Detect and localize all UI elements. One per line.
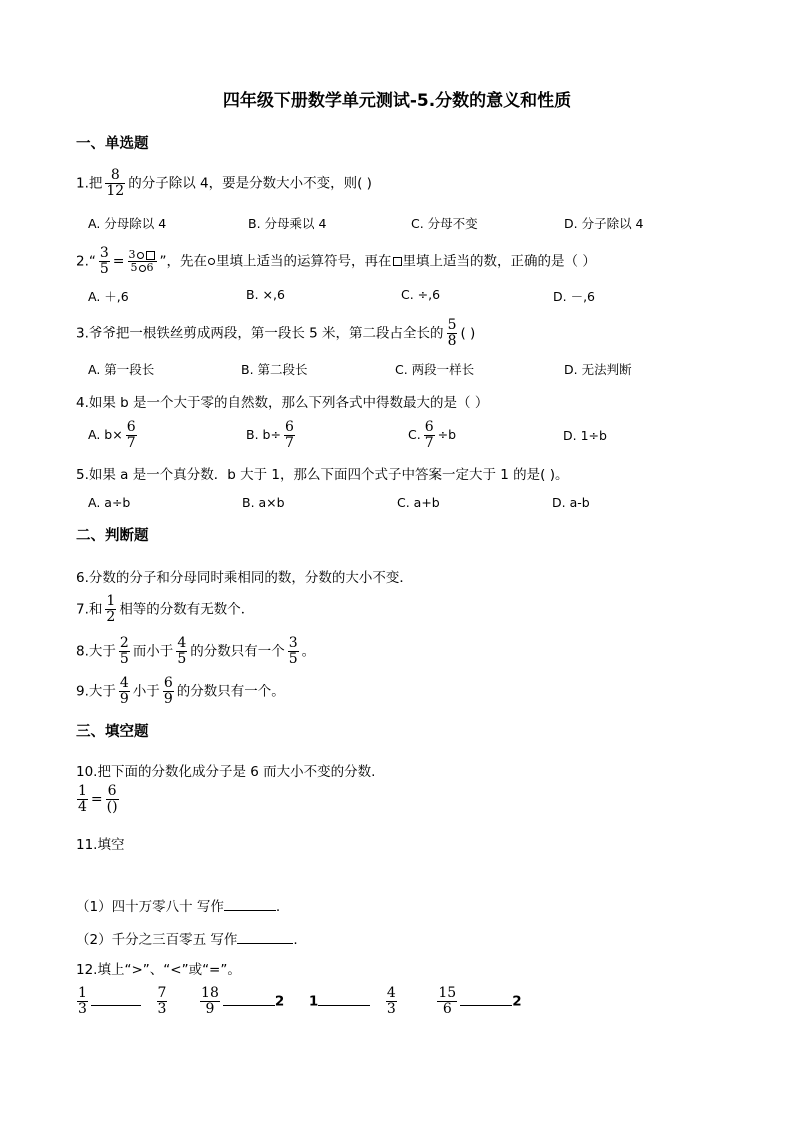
square-placeholder-icon: [393, 257, 402, 266]
q2-equals: =: [112, 253, 125, 270]
q12-blank-3[interactable]: [318, 1004, 370, 1006]
numerator: 4: [119, 675, 129, 691]
denominator: 7: [126, 435, 136, 451]
q1-option-c[interactable]: C. 分母不变: [411, 216, 478, 231]
question-4: 4.如果 b 是一个大于零的自然数，那么下列各式中得数最大的是（ ）: [76, 395, 489, 411]
q3-option-d[interactable]: D. 无法判断: [564, 362, 632, 377]
numerator: 18: [201, 985, 219, 1001]
q3-option-c[interactable]: C. 两段一样长: [395, 362, 475, 377]
denominator: 7: [424, 435, 434, 451]
q8-suffix: 。: [301, 643, 316, 660]
denominator: 9: [163, 691, 173, 707]
denominator: 7: [284, 435, 294, 451]
q7-fraction: [105, 594, 116, 625]
q4-option-c-suffix: ÷b: [437, 427, 457, 442]
q3-option-b[interactable]: B. 第二段长: [241, 362, 308, 377]
numerator: 4: [386, 985, 396, 1001]
q5-option-d[interactable]: D. a-b: [552, 495, 590, 510]
q4-option-b-fraction: [284, 420, 295, 451]
numerator: 4: [177, 635, 187, 651]
q12-p3-left: 1: [308, 993, 319, 1010]
q8-prefix: 8.大于: [76, 643, 116, 660]
q1-option-b[interactable]: B. 分母乘以 4: [248, 216, 327, 231]
q5-option-b[interactable]: B. a×b: [242, 495, 285, 510]
q4-option-d[interactable]: D. 1÷b: [563, 428, 607, 443]
q1-fraction: [105, 168, 125, 199]
q2-text-1: ”，先在: [159, 253, 208, 270]
q2-text-3: 里填上适当的数，正确的是（ ）: [402, 253, 596, 270]
q12-p1-left: [77, 986, 88, 1017]
q7-prefix: 7.和: [76, 601, 103, 618]
q4-option-c[interactable]: [408, 420, 456, 451]
question-11: 11.填空: [76, 837, 125, 853]
numerator: 6: [107, 783, 117, 799]
q2-fraction-right: [128, 249, 157, 274]
q12-blank-4[interactable]: [460, 1004, 512, 1006]
q4-option-c-fraction: [424, 420, 435, 451]
q10-fraction-left: [77, 784, 88, 815]
q2-option-c[interactable]: C. ÷,6: [401, 287, 441, 302]
q3-numerator: 5: [447, 317, 457, 333]
denominator: 5: [119, 651, 129, 667]
q10-fraction-right[interactable]: [106, 784, 119, 815]
circle-placeholder-icon: [137, 252, 144, 259]
q11-item-2-end: .: [293, 932, 298, 948]
q9-text-mid: 小于: [132, 683, 160, 700]
q2-fraction-left: [99, 246, 110, 277]
q2-option-d[interactable]: D. －,6: [553, 289, 595, 304]
denominator: 9: [119, 691, 129, 707]
denominator: 6: [437, 1001, 457, 1017]
numerator: 6: [163, 675, 173, 691]
q9-prefix: 9.大于: [76, 683, 116, 700]
q2-right-denominator-b: 6: [146, 261, 154, 274]
q8-fraction-3: [288, 636, 299, 667]
q12-comparisons: [74, 986, 522, 1017]
q8-fraction-1: [119, 636, 130, 667]
question-12: 12.填上“>”、“<”或“=”。: [76, 962, 241, 978]
numerator: 7: [157, 985, 167, 1001]
question-3: [76, 318, 475, 349]
q12-blank-1[interactable]: [91, 1004, 141, 1006]
numerator: 1: [78, 783, 87, 799]
q10-equals: =: [90, 791, 103, 808]
q11-item-2-text: （2）千分之三百零五 写作: [76, 932, 238, 948]
q11-item-1-end: .: [275, 899, 281, 915]
question-6: 6.分数的分子和分母同时乘相同的数，分数的大小不变．: [76, 570, 413, 586]
q3-denominator: 8: [447, 333, 457, 349]
q1-fraction-denominator: 12: [106, 183, 125, 199]
numerator: 6: [126, 419, 136, 435]
q5-option-a[interactable]: A. a÷b: [88, 495, 131, 510]
section-heading-fill-blank: 三、填空题: [76, 724, 149, 740]
question-8: [76, 636, 315, 667]
denominator: 2: [106, 609, 116, 625]
q9-fraction-1: [119, 676, 130, 707]
q2-left-numerator: 3: [99, 245, 109, 261]
q3-prefix: 3.爷爷把一根铁丝剪成两段，第一段长 5 米，第二段占全长的: [76, 325, 444, 342]
section-heading-single-choice: 一、单选题: [76, 136, 149, 152]
denominator: 3: [386, 1001, 396, 1017]
q12-p3-right: [386, 986, 397, 1017]
question-5: 5.如果 a 是一个真分数．b 大于 1，那么下面四个式子中答案一定大于 1 的是( )。: [76, 467, 569, 483]
q4-option-a-fraction: [126, 420, 137, 451]
q4-option-b-text: B. b÷: [246, 427, 281, 442]
square-placeholder-icon: [146, 251, 155, 260]
denominator: 4: [78, 799, 87, 815]
q4-option-a[interactable]: [88, 420, 140, 451]
denominator: 9: [200, 1001, 220, 1017]
q12-p1-right: [157, 986, 168, 1017]
q2-option-a[interactable]: A. ＋,6: [88, 289, 129, 304]
q12-p2-right: 2: [274, 993, 285, 1010]
denominator-blank[interactable]: (): [106, 799, 118, 815]
denominator: 3: [157, 1001, 167, 1017]
q11-item-2-blank[interactable]: [237, 942, 293, 944]
denominator: 3: [78, 1001, 87, 1017]
q4-option-c-text: C.: [408, 427, 421, 442]
q1-prefix: 1.把: [76, 175, 103, 192]
page-title: 四年级下册数学单元测试-5.分数的意义和性质: [222, 91, 572, 111]
question-2: [76, 246, 596, 277]
q8-text-mid: 而小于: [132, 643, 174, 660]
question-10: 10.把下面的分数化成分子是 6 而大小不变的分数.: [76, 764, 376, 780]
q9-suffix: 的分数只有一个。: [176, 683, 285, 700]
q3-fraction: [447, 318, 458, 349]
question-1: [76, 168, 372, 199]
q11-item-1: [76, 895, 280, 915]
q2-text-2: 里填上适当的运算符号，再在: [216, 253, 392, 270]
q12-p2-left: [200, 986, 220, 1017]
numerator: 1: [106, 593, 116, 609]
q11-item-2: [76, 928, 298, 948]
section-heading-true-false: 二、判断题: [76, 528, 149, 544]
numerator: 1: [78, 985, 87, 1001]
q4-option-b[interactable]: [246, 420, 298, 451]
q12-p4-left: [437, 986, 457, 1017]
question-7: [76, 594, 254, 625]
numerator: 6: [424, 419, 434, 435]
q1-option-d[interactable]: D. 分子除以 4: [564, 216, 644, 231]
q9-fraction-2: [163, 676, 174, 707]
q4-option-a-text: A. b×: [88, 427, 123, 442]
q10-equation: [74, 784, 122, 815]
q1-suffix: 的分子除以 4，要是分数大小不变，则( ): [128, 175, 372, 192]
q2-right-denominator-a: 5: [130, 261, 138, 274]
q2-option-b[interactable]: B. ×,6: [246, 287, 285, 302]
q11-item-1-blank[interactable]: [224, 909, 276, 911]
q8-text-mid2: 的分数只有一个: [190, 643, 285, 660]
q12-blank-2[interactable]: [223, 1004, 275, 1006]
q11-item-1-text: （1）四十万零八十 写作: [76, 899, 224, 915]
numerator: 15: [438, 985, 457, 1001]
q3-option-a[interactable]: A. 第一段长: [88, 362, 155, 377]
q5-option-c[interactable]: C. a+b: [397, 495, 440, 510]
q12-p4-right: 2: [512, 993, 522, 1010]
circle-placeholder-icon: [208, 258, 215, 265]
denominator: 5: [177, 651, 187, 667]
denominator: 5: [288, 651, 298, 667]
numerator: 2: [119, 635, 129, 651]
q2-right-numerator: 3: [128, 248, 136, 261]
numerator: 3: [288, 635, 298, 651]
q8-fraction-2: [176, 636, 187, 667]
circle-placeholder-icon: [139, 265, 146, 272]
q2-left-denominator: 5: [99, 261, 109, 277]
q7-suffix: 相等的分数有无数个．: [119, 601, 255, 618]
question-9: [76, 676, 285, 707]
q2-prefix: 2.“: [76, 253, 96, 270]
numerator: 6: [284, 419, 294, 435]
q1-option-a[interactable]: A. 分母除以 4: [88, 216, 167, 231]
q1-fraction-numerator: 8: [110, 167, 120, 183]
q3-suffix: ( ): [460, 325, 476, 342]
